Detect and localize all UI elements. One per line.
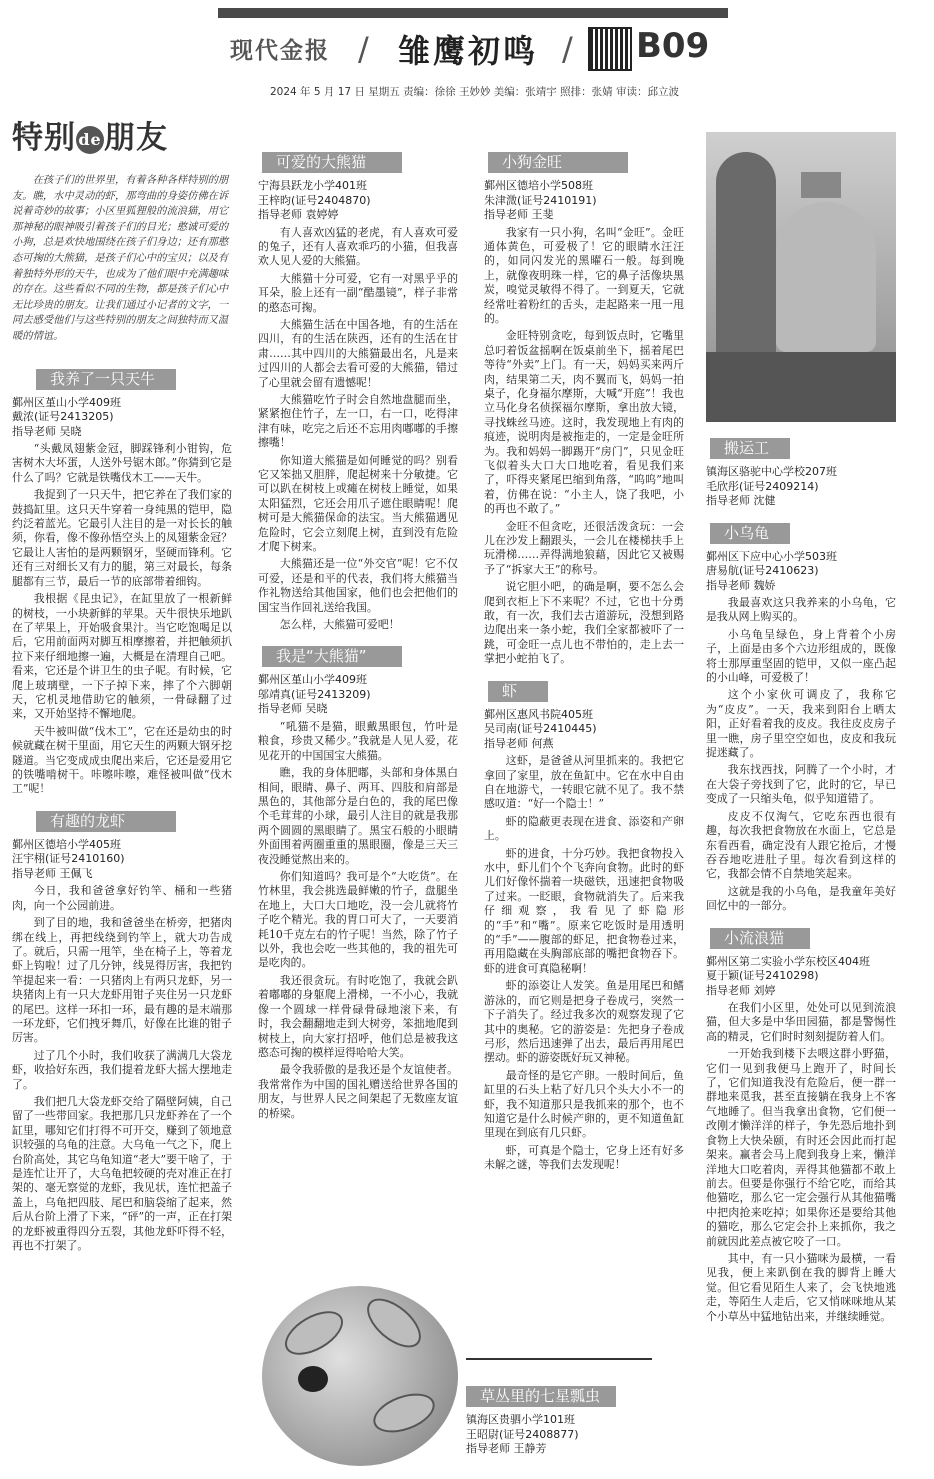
article-paragraph: 你知道大熊猫是如何睡觉的吗？别看它又笨拙又胆胖，爬起树来十分敏捷。它可以趴在树枝上或瘫在树枝上睡觉，如果太阳猛烈，它还会用爪子遮住眼睛呢！爬树可是大熊猫保命的法宝。当大熊猫遇见危险时，它会立刻爬上树，直到没有危险才爬下树来。 [258,453,458,554]
qr-code-icon [588,27,632,71]
article-teacher: 指导老师 刘婷 [706,983,776,997]
elephant-shape [776,202,876,352]
article-title: 草丛里的七星瓢虫 [466,1386,616,1407]
tree-shape [716,152,776,352]
article-paragraph: “头戴凤翅紫金冠，脚踩锋利小钳钩，危害树木大坏蛋，人送外号锯木郎。”你猜到它是什么了吗？它就是铁嘴伐木工——天牛。 [12,442,232,484]
ladybug-illustration [262,1286,458,1466]
article-author: 王昭尉(证号2408877) [466,1427,579,1441]
brand-de-badge: de [76,126,104,154]
page-number: B09 [636,26,710,66]
article-teacher: 指导老师 何燕 [484,736,554,750]
divider-line [466,1358,652,1360]
article-paragraph: 在我们小区里，处处可以见到流浪猫，但大多是中华田园猫，都是警惕性高的精灵，它们时时刻刻提防着人们。 [706,1001,896,1043]
article [12,807,232,1254]
article-school: 鄞州区堇山小学409班 [12,395,121,409]
article-paragraph: 虾的进食，十分巧妙。我把食物投入水中，虾儿们个个飞奔向食物。此时的虾儿们好像怀揣着一块磁铁，迅速把食物吸了过来。一眨眼，食物就消失了。后来我仔细观察，我看见了虾隐形的“手”和“嘴”。原来它吃饭时是用透明的“手”——腹部的虾足，把食物卷过来，再用隐藏在头胸部底部的嘴把食物吞下。虾的进食可真隐秘啊！ [484,846,684,975]
article-school: 镇海区骆驼中心学校207班 [706,465,837,478]
article [484,148,684,667]
article-paragraph: “吼猫不是猫，眼戴黑眼包，竹叶是粮食，珍贵又稀少。”我就是人见人爱，花见花开的中国国宝大熊猫。 [258,719,458,762]
article-paragraph: 其中，有一只小猫咪为最横，一看见我，便上来趴倒在我的脚背上睡大觉。但它看见陌生人来了，会飞快地逃走，等陌生人走后，它又悄咪咪地从某个小草丛中猛地钻出来，并继续睡觉。 [706,1251,896,1323]
ground-shape [706,352,896,422]
article-teacher: 指导老师 魏娇 [706,578,776,592]
article-paragraph: 我们把几大袋龙虾交给了隔壁阿姨，自己留了一些带回家。我把那几只龙虾养在了一个缸里，哪知它们打得不可开交，赚到了领地意识较强的乌龟的注意。大乌龟一气之下，爬上台阶高处，其它乌龟知道“老大”要干啥了，于是连忙让开了，大乌龟把较硬的壳对准正在打架的、毫无察觉的龙虾，我见状，连忙把盖子盖上，乌龟把四肢、尾巴和脑袋缩了起来，然后从台阶上滑了下来，“砰”的一声，正在打架的龙虾被重得四分五裂，其他龙虾吓得不轻，再也不打架了。 [12,1094,232,1253]
header-divider: / [358,30,369,68]
article-title: 有趣的龙虾 [36,811,176,832]
column-4 [706,132,896,1472]
article-paragraph: 大熊猫十分可爱，它有一对黑乎乎的耳朵，脸上还有一副“酷墨镜”，样子非常的憨态可掬。 [258,271,458,314]
article-school: 鄞州区堇山小学409班 [258,673,367,687]
article-paragraph: 到了目的地，我和爸爸坐在桥旁，把猪肉绑在线上，再把线绕到钓竿上，就大功告成了。就后，只需一甩竿，坐在椅子上，等着龙虾上钩啦！过了几分钟，线晃得厉害，我把钓竿提起来一看：一只猪肉上有两只龙虾，另一块猪肉上有一只大龙虾用钳子夹住另一只龙虾的尾巴。这样一环扣一环，最有趣的是末端那一环龙虾，它们拽牙舞爪，好像在比谁的钳子厉害。 [12,916,232,1045]
article-paragraph: 我家有一只小狗，名叫“金旺”。金旺通体黄色，可爱极了！它的眼睛水汪汪的，如同闪发光的黑曜石一般。每到晚上，就像夜明珠一样，它的鼻子活像块黑炭，嗅觉灵敏得不得了。一到夏天，它就经常吐着粉红的舌头，走起路来一甩一甩的。 [484,225,684,325]
article-paragraph: 虾的隐蔽更表现在进食、添姿和产卵上。 [484,814,684,843]
article-title: 可爱的大熊猫 [262,152,402,173]
article-school: 鄞州区第二实验小学东校区404班 [706,954,870,968]
column-brand [12,112,232,157]
article-author: 毛欣彤(证号2409214) [706,479,819,493]
article-paragraph: 这就是我的小乌龟，是我童年美好回忆中的一部分。 [706,884,896,913]
column-2 [258,148,458,1288]
header-rule [218,8,728,18]
article-author: 朱津溦(证号2410191) [484,193,597,207]
article-teacher: 指导老师 沈健 [706,494,776,507]
article-title: 我是“大熊猫” [262,646,402,667]
article-paragraph: 一开始我到楼下去喂这群小野猫，它们一见到我便马上跑开了，时间长了，它们知道我没有危险后，便一群一群地来觅我，甚至直接躺在我身上不客气地睡了。但当我拿出食物，它们便一改刚才懒洋洋的样子，争先恐后地扑到食物上大快朵颐，有时还会因此而打起架来。赢者会马上爬到我身上来，懒洋洋地大口吃着肉，弄得其他猫都不敢上前去。但要是你强行不给它吃，而给其他猫吃，那么它一定会强行从其他猫嘴中把肉抢来吃掉；如果你还是要给其他的猫吃，那么它定会扑上来抓你，我之前就因此差点被它咬了一口。 [706,1047,896,1248]
newspaper-name: 现代金报 [230,38,330,64]
ladybug-icon [298,1366,328,1392]
article-paragraph: 虾的添姿让人发笑。鱼是用尾巴和鳍游泳的，而它则是把身子卷成弓，突然一下子消失了。经过我多次的观察发现了它其中的奥秘。它的游姿是：先把身子卷成弓形，然后迅速弹了出去，最后再用尾巴摆动。虾的游姿既好玩又神秘。 [484,979,684,1065]
article-paragraph: 最奇怪的是它产卵。一般时间后，鱼缸里的石头上粘了好几只个头大小不一的虾，我不知道那只是我抓来的那个，也不知道它是什么时候产卵的，更不知道鱼缸里现在到底有几只虾。 [484,1068,684,1140]
article-school: 鄞州区德培小学405班 [12,837,121,851]
article [484,677,684,1173]
leaf-shape [359,1289,430,1356]
article-title: 小流浪猫 [710,928,810,949]
article [706,519,896,914]
article-paragraph: 这虾，是爸爸从河里抓来的。我把它拿回了家里，放在鱼缸中。它在水中自由自在地游弋，一转眼它就不见了。我不禁感叹道：“好一个隐士！” [484,754,684,811]
article-paragraph: 金旺特别贪吃，每到饭点时，它嘴里总叼着饭盆摇啊在饭桌前坐下，摇着尾巴等待“外卖”上门。有一天，妈妈买来两斤肉，结果第二天，肉不翼而飞，妈妈一拍桌子，化身福尔摩斯，大喊“开庭”！我也立马化身名侦探福尔摩斯，拿出放大镜，寻找蛛丝马迹。这时，我发现地上有肉的痕迹，说明肉是被拖走的，一定是金旺所为。我和妈妈一脚踢开“房门”，只见金旺飞似着头大口大口地吃着，看见我们来了，吓得夹紧尾巴缩到角落，“呜呜”地叫着，仿佛在说：“小主人，饶了我吧，小的再也不敢了。” [484,329,684,516]
article-school: 鄞州区惠风书院405班 [484,707,593,721]
header-divider: / [562,30,573,68]
article-paragraph: 我最喜欢这只我养来的小乌龟，它是我从网上购买的。 [706,596,896,624]
article-school: 宁海县跃龙小学401班 [258,179,367,192]
article-paragraph: 虾，可真是个隐士，它身上还有好多未解之谜，等我们去发现呢！ [484,1143,684,1172]
article-paragraph: 小乌龟呈绿色，身上背着个小房子，上面是由多个六边形组成的，既像将士那厚重坚固的铠甲，又似一座凸起的小山峰，可爱极了！ [706,627,896,685]
brand-right: 朋友 [104,120,168,156]
article-paragraph: 大熊猫生活在中国各地，有的生活在四川，有的生活在陕西，还有的生活在甘肃……其中四川的大熊猫最出名，凡是来过四川的人都会去看可爱的大熊猫，错过了心里就会留有遗憾呢！ [258,317,458,389]
leaf-shape [368,1386,440,1440]
article-paragraph: 我还很贪玩。有时吃饱了，我就会趴着嘟嘟的身躯爬上滑梯，一不小心，我就像一个圆球一样骨碌骨碌地滚下来，有时，我会翻翻地走到大树旁，笨拙地爬到树枝上，向大家打招呼，他们总是被我这憨态可掬的模样逗得哈哈大笑。 [258,973,458,1059]
article [258,148,458,632]
article-paragraph: 说它胆小吧，的确是啊，要不怎么会爬到衣柜上下不来呢？不过，它也十分勇敢，有一次，我们去古道游玩，没想到路边爬出来一条小蛇，我们全家都被吓了一跳，可金旺一点儿也不带怕的，走上去一掌把小蛇拍飞了。 [484,580,684,666]
brand-left: 特别 [12,120,76,156]
article-paragraph: 大熊猫吃竹子时会自然地盘腿而坐，紧紧抱住竹子，左一口，右一口，吃得津津有味，吃完之后还不忘用肉嘟嘟的手擦擦嘴！ [258,392,458,450]
article-teacher: 指导老师 吴晓 [12,424,82,438]
column-1 [12,112,232,1472]
article-paragraph: 我东找西找，阿腾了一个小时，才在大袋子旁找到了它，此时的它，早已变成了一只缩头龟，似乎知道错了。 [706,763,896,806]
article-teacher: 指导老师 王斐 [484,208,554,221]
article-teacher: 指导老师 王佩飞 [12,866,93,880]
article [706,924,896,1324]
article-paragraph: 瞧，我的身体肥嘟，头部和身体黑白相间，眼睛、鼻子、两耳、四肢和肩部是黑色的，其他部分是白色的，我的尾巴像个毛茸茸的小球，最引人注目的就是我那两个圆圆的黑眼睛了。黑宝石般的小眼睛外面围着两圈重重的黑眼圈，像是三天三夜没睡觉熬出来的。 [258,766,458,866]
column-intro: 在孩子们的世界里，有着各种各样特别的朋友。瞧，水中灵动的虾，那弯曲的身姿仿佛在诉说着奇妙的故事；小区里狐狸般的流浪猫，用它那神秘的眼神吸引着孩子们的目光；憨诚可爱的小狗，总是欢快地围绕在孩子们身边；还有那憨态可掬的大熊猫，是孩子们心中的宝贝；以及有着独特外形的天牛，也成为了他们眼中充满趣味的存在。这些看似不同的生物，都是孩子们心中无比珍贵的朋友。让我们通过小记者的文字，一同去感受他们与这些特别的朋友之间独特而又温暖的情谊。 [12,174,229,342]
article-paragraph: 皮皮不仅淘气，它吃东西也很有趣，每次我把食物放在水面上，它总是东看西看，确定没有人跟它抢后，才慢吞吞地吃进肚子里。每次看到这样的它，我都会情不自禁地笑起来。 [706,809,896,881]
article-paragraph: 怎么样，大熊猫可爱吧！ [279,618,400,632]
article-title: 搬运工 [710,438,790,459]
article-paragraph: 大熊猫还是一位“外交官”呢！它不仅可爱，还是和平的代表，我们将大熊猫当作礼物送给其他国家，他们也会把他们的国宝当作回礼送给我国。 [258,557,458,614]
article-author: 邬靖真(证号2413209) [258,687,371,701]
article-teacher: 指导老师 王静芳 [466,1442,547,1455]
article-author: 唐易航(证号2410623) [706,564,819,577]
article-teacher: 指导老师 袁婷婷 [258,208,339,221]
crown-shape [801,172,841,198]
article-author: 汪宇栩(证号2410160) [12,852,125,866]
article-author: 王梓昀(证号2404870) [258,193,371,207]
article-paragraph: 我根据《昆虫记》，在缸里放了一根新鲜的树枝，一小块新鲜的苹果。天牛很快乐地趴在了苹果上，开始吸食果汁。当它吃饱喝足以后，它用前面两对脚互相摩擦着，并把触须扒拉下来仔细地擦一遍，大概是在清理自己吧。看来，它还是个讲卫生的虫子呢。有时候，它爬上玻璃壁，一下子掉下来，摔了个六脚朝天，它机灵地借助它的触须，一骨碌翻了过来，又开始坚持不懈地爬。 [12,592,232,721]
article-school: 鄞州区下应中心小学503班 [706,549,837,563]
article [466,1382,666,1457]
article-title: 小乌龟 [710,523,790,544]
leaf-shape [278,1302,350,1363]
article-paragraph: 天牛被叫做“伐木工”，它在还是幼虫的时候就藏在树干里面，用它天生的两颗大钢牙挖隧道。当它变成成虫爬出来后，它还是爱用它的铁嘴啃树干。咔嚓咔嚓，难怪被叫做“伐木工”呢！ [12,724,232,796]
article-author: 戴浓(证号2413205) [12,410,114,424]
article-title: 小狗金旺 [488,152,628,173]
article-author: 吴司南(证号2410445) [484,722,597,736]
article-paragraph: 你们知道吗？我可是个“大吃货”。在竹林里，我会挑选最鲜嫩的竹子，盘腿坐在地上，大口大口地吃，没一会儿就将竹子吃个精光。我的胃口可大了，一天要消耗10千克左右的竹子呢！当然，除了竹子以外，我也会吃一些其他的，我的祖先可是吃肉的。 [258,870,458,970]
section-title: 雏鹰初鸣 [398,32,539,70]
article [12,365,232,797]
article-school: 镇海区贵驷小学101班 [466,1413,575,1426]
article [258,642,458,1120]
article-paragraph: 这个小家伙可调皮了，我称它为“皮皮”。一天，我来到阳台上晒太阳，正好看着我的皮皮。我往皮皮房子里一瞧，房子里空空如也，皮皮和我玩捉迷藏了。 [706,688,896,760]
article-paragraph: 今日，我和爸爸拿好钓竿、桶和一些猪肉，向一个公园前进。 [12,884,232,912]
article-paragraph: 金旺不但贪吃，还很活泼贪玩：一会儿在沙发上翻跟头，一会儿在楼梯扶手上玩滑梯……弄得满地狼藉，因此它又被赐予了“拆家大王”的称号。 [484,519,684,576]
page-header [0,0,934,100]
article-paragraph: 最令我骄傲的是我还是个友谊使者。我常常作为中国的国礼赠送给世界各国的朋友，与世界人民之间架起了无数座友谊的桥梁。 [258,1063,458,1120]
issue-meta: 2024 年 5 月 17 日 星期五 责编：徐徐 王妙妙 美编：张靖宇 照排：张婧 审读：邱立波 [270,86,679,98]
article-paragraph: 我捉到了一只天牛，把它养在了我们家的鼓捣缸里。这只天牛穿着一身纯黑的铠甲，隐约泛着蓝光。它最引人注目的是一对长长的触须，你看，像不像孙悟空头上的凤翅紫金冠？它最让人害怕的是两颗钢牙，坚硬而锋利。它还有三对细长又有力的腿，第三对最长，每条腿都有三节，最后一节的底部带着细钩。 [12,488,232,588]
elephant-artwork [706,132,896,422]
article-title: 虾 [488,681,548,702]
article-teacher: 指导老师 吴晓 [258,702,328,716]
article-paragraph: 有人喜欢凶猛的老虎，有人喜欢可爱的兔子，还有人喜欢乖巧的小猫，但我喜欢人见人爱的大熊猫。 [258,225,458,268]
article-school: 鄞州区德培小学508班 [484,179,593,192]
article-author: 夏于颖(证号2410298) [706,969,819,983]
column-3 [484,148,684,1328]
article [706,434,896,509]
article-paragraph: 过了几个小时，我们收获了满满几大袋龙虾，收拾好东西，我们提着龙虾大摇大摆地走了。 [12,1048,232,1091]
article-title: 我养了一只天牛 [36,369,176,390]
